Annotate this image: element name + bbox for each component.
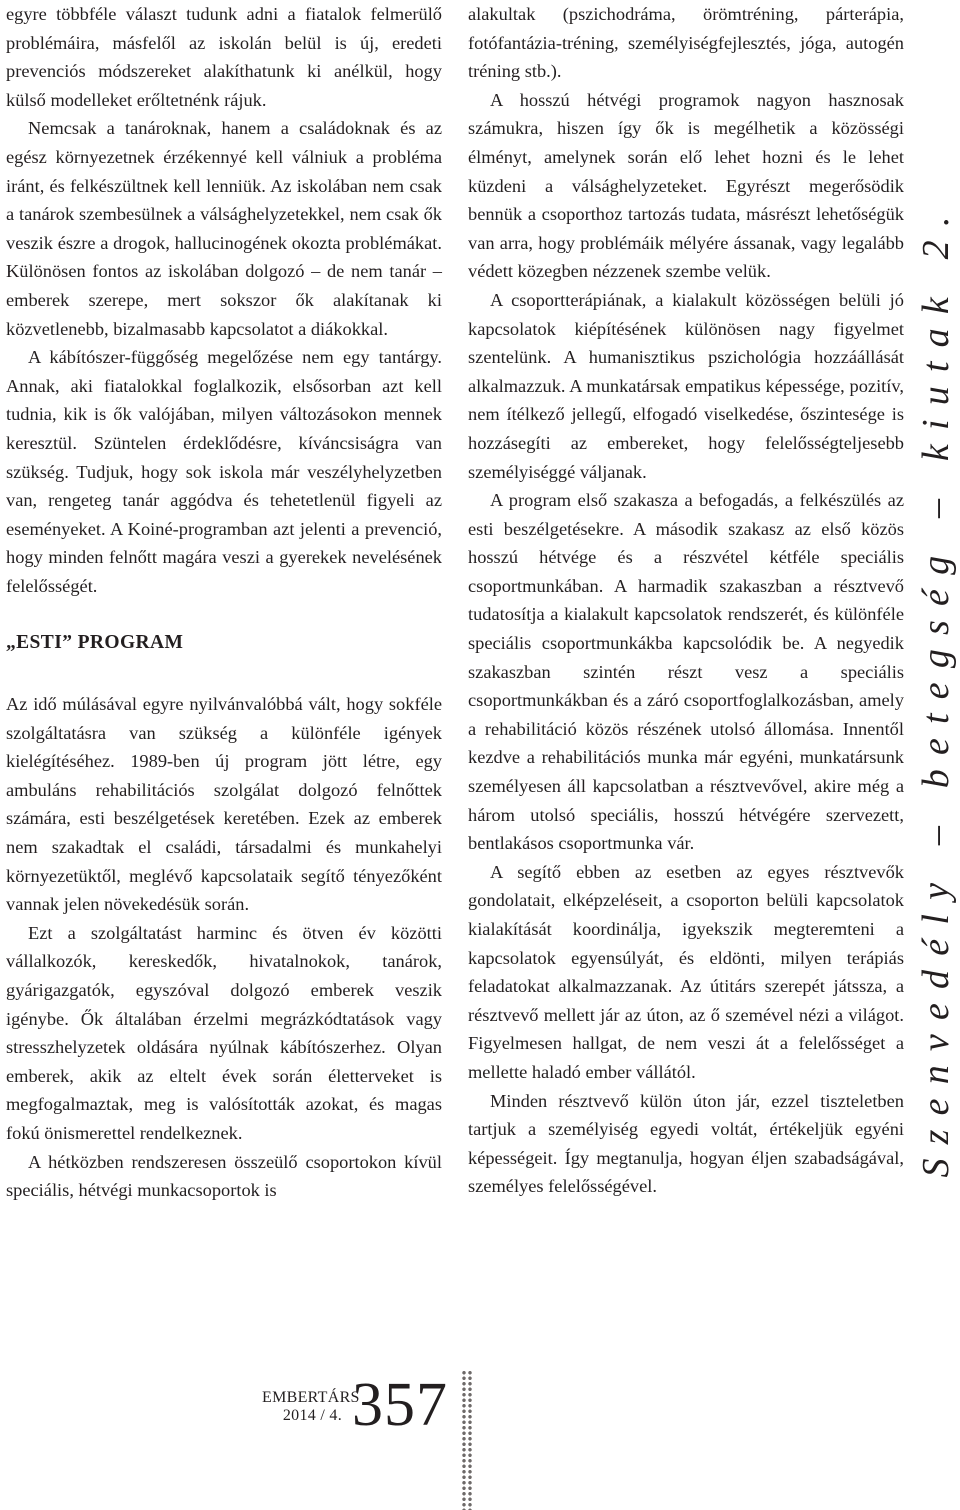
paragraph: Minden résztvevő külön úton jár, ezzel tiszteletben tartjuk a személyiség egyedi voltát, értékeljük egyéni képességeit. Így megtanulja, hogyan éljen szabadságával, személyes felelősségével. [468,1090,904,1197]
page-number: 357 [352,1371,448,1439]
paragraph: A csoportterápiának, a kialakult közösségen belüli jó kapcsolatok kiépítésének különösen nagy figyelmet szentelünk. A humanisztikus pszichológia hozzáállását alkalmazzuk. A munkatársak empatikus képessége, pozitív, nem ítélkező jellegű, elfogadó viselkedése, őszintesége is hozzásegíti az embereket, hogy felelősségteljesebb személyiséggé váljanak. [468,289,904,482]
paragraph: A kábítószer-függőség megelőzése nem egy tantárgy. Annak, aki fiatalokkal foglalkozik, elsősorban azt kell tudnia, kik is ők valójában, milyen változásokon mennek keresztül. Szüntelen érdeklődésre, kíváncsiságra van szükség. Tudjuk, hogy sok iskola már veszélyhelyzetben van, rengeteg tanár aggódva és tehetetlenül figyeli az eseményeket. A Koiné-programban azt jelenti a prevenció, hogy minden felnőtt magára veszi a gyerekek nevelésének felelősségét. [6,347,442,596]
section-heading: „ESTI” PROGRAM [6,632,184,654]
sidebar-title-text: Szenvedély – betegség – kiutak 2. [915,202,957,1178]
paragraph: A program első szakasza a befogadás, a felkészülés az esti beszélgetésekre. A második szakasz az első közös hosszú hétvége és a részvétel kétféle speciális csoportmunkában. A harmadik szakaszban a résztvevő tudatosítja a kialakult kapcsolatok rendszerét, és különféle speciális csoportmunkákba kapcsolódik be. A negyedik szakaszban szintén részt vesz a speciális csoportmunkákban és a záró csoportfoglalkozásban, amely a rehabilitáció közös részének utolsó állomása. Innentől kezdve a rehabilitációs munka már egyéni, munkatársunk személyesen áll kapcsolatban a résztvevővel, akire még a három utolsó speciális, hosszú hétvégére szervezett, bentlakásos csoportmunka vár. [468,490,904,854]
paragraph: A segítő ebben az esetben az egyes résztvevők gondolatait, elképzeléseit, a csoporton belüli kapcsolatok kialakítását koordinálja, igyekszik megteremteni a kapcsolatok egyensúlyát, és eldönti, milyen terápiás feladatokat alkalmazzanak. Az útitárs szerepét játssza, a résztvevő mellett jár az úton, az ő szemével nézi a világot. Figyelmesen hallgat, de nem veszi át a felelősséget a mellette haladó ember vállától. [468,861,904,1082]
paragraph: Nemcsak a tanároknak, hanem a családoknak és az egész környezetnek érzékennyé kell válniuk a probléma iránt, és felkészültnek kell lenniük. Az iskolában nem csak a tanárok szembesülnek a válsághelyzetekkel, nem csak ők veszik észre a drogok, hallucinogének okozta problémákat. Különösen fontos az iskolában dolgozó – de nem tanár – emberek szerepe, mert sokszor ők alakítanak ki közvetlenebb, bizalmasabb kapcsolatot a diákokkal. [6,118,442,339]
paragraph: A hétközben rendszeresen összeülő csoportokon kívül speciális, hétvégi munkacsoportok is [6,1151,442,1201]
journal-footer [262,1389,360,1425]
paragraph: alakultak (pszichodráma, örömtréning, párterápia, fotófantázia-tréning, személyiségfejlesztés, jóga, autogén tréning stb.). [468,4,904,82]
right-column [468,0,904,1201]
paragraph: Ezt a szolgáltatást harminc és ötven év közötti vállalkozók, kereskedők, hivatalnokok, tanárok, gyárigazgatók, egyszóval dolgozó emberek veszik igénybe. Ők általában érzelmi megrázkódtatások vagy stresszhelyzetek oldására nyúlnak kábítószerhez. Olyan emberek, akik az eltelt évek során életterveket is megfogalmaztak, meg is valósították azokat, és magas fokú önismerettel rendelkeznek. [6,922,442,1143]
paragraph: A hosszú hétvégi programok nagyon hasznosak számukra, hiszen így ők is megélhetik a közösségi élményt, amelynek során elő lehet hozni és le lehet küzdeni a válsághelyzeteket. Egyrészt megerősödik bennük a csoporthoz tartozás tudata, másrészt lehetőségük van arra, hogy problémáik mélyére ássanak, vagy legalább védett közegben nézzenek szembe velük. [468,89,904,282]
dotted-divider [461,1370,473,1510]
journal-name: EMBERTÁRS [262,1389,360,1406]
journal-issue: 2014 / 4. [282,1407,342,1424]
section-sidebar-title [906,20,960,1360]
paragraph: Az idő múlásával egyre nyilvánvalóbbá vált, hogy sokféle szolgáltatásra van szükség a különféle igények kielégítéséhez. 1989-ben új program jött létre, egy ambuláns rehabilitációs szolgálat dolgozó felnőttek számára, esti beszélgetések keretében. Ezek az emberek nem szakadtak el családi, társadalmi és munkahelyi környezetüktől, meglévő kapcsolataik segítő tényezőként vannak jelen növekedésük során. [6,694,442,915]
paragraph: egyre többféle választ tudunk adni a fiatalok felmerülő problémáira, másfelől az iskolán belül is új, eredeti prevenciós módszereket alakíthatunk ki anélkül, hogy külső modelleket erőltetnénk rájuk. [6,4,442,110]
left-column [6,0,442,1205]
